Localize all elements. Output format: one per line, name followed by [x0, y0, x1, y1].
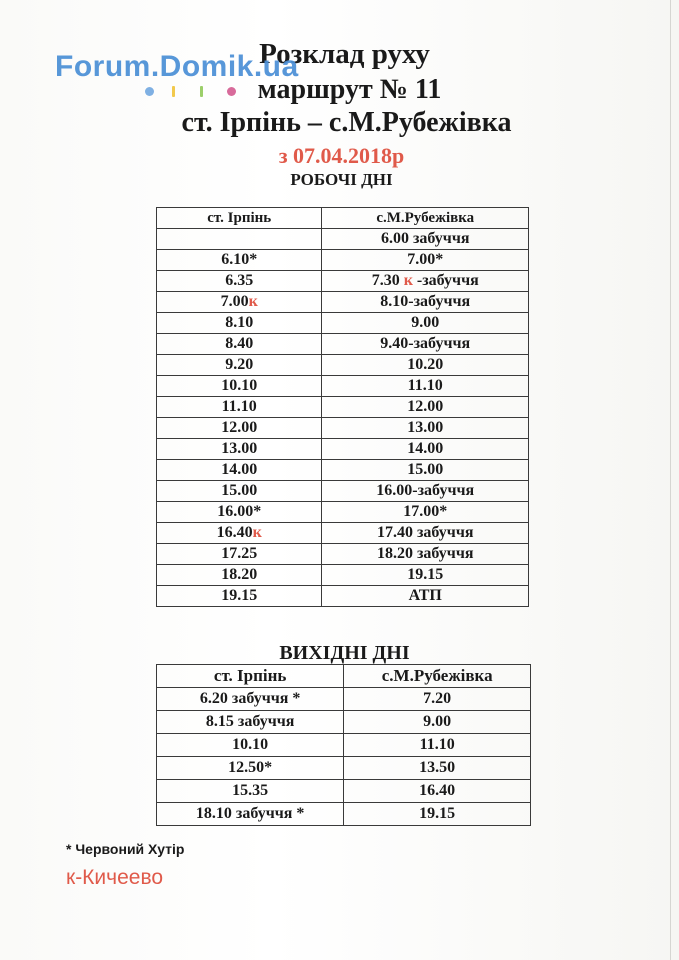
- table-row: [157, 734, 531, 757]
- rubezhivka-departure-cell: [344, 711, 531, 734]
- rubezhivka-departure-cell: [322, 334, 529, 355]
- rubezhivka-departure-cell: [322, 460, 529, 481]
- departure-time: 6.00 забуччя: [380, 230, 470, 247]
- rubezhivka-departure-cell: [322, 586, 529, 607]
- departure-time: 17.25: [221, 545, 258, 562]
- rubezhivka-departure-cell: [322, 376, 529, 397]
- departure-time: 9.20: [225, 356, 254, 373]
- irpin-departure-cell: [157, 418, 322, 439]
- departure-time: 11.10: [419, 736, 455, 753]
- departure-time: 19.15: [221, 587, 258, 604]
- table-row: [157, 355, 529, 376]
- irpin-departure-cell: [157, 229, 322, 250]
- table-row: [157, 271, 529, 292]
- table-row: [157, 757, 531, 780]
- rubezhivka-departure-cell: [344, 688, 531, 711]
- irpin-departure-cell: [157, 460, 322, 481]
- rubezhivka-departure-cell: [344, 734, 531, 757]
- table-row: [157, 460, 529, 481]
- irpin-departure-cell: [157, 334, 322, 355]
- rubezhivka-departure-cell: [322, 565, 529, 586]
- rubezhivka-departure-cell: [344, 780, 531, 803]
- departure-time: 7.20: [423, 690, 452, 707]
- departure-suffix: -забуччя: [416, 272, 479, 289]
- title-line-1: Розклад руху: [259, 38, 430, 70]
- weekdays-label: РОБОЧІ ДНІ: [290, 170, 393, 189]
- table-row: [157, 780, 531, 803]
- departure-time: 17.40 забуччя: [376, 524, 474, 541]
- k-legend-note: к-Кичеево: [66, 866, 164, 889]
- irpin-departure-cell: [157, 688, 344, 711]
- departure-time: 12.00: [407, 398, 444, 415]
- departure-time: 14.00: [221, 461, 258, 478]
- departure-time: 7.30: [371, 272, 400, 289]
- rubezhivka-departure-cell: [322, 397, 529, 418]
- table-row: [157, 397, 529, 418]
- table-header-row: [157, 208, 529, 229]
- departure-time: 18.20 забуччя: [376, 545, 474, 562]
- watermark-dot: [200, 86, 203, 97]
- weekday-schedule-table: [156, 207, 529, 607]
- departure-time: 9.00: [411, 314, 440, 331]
- weekend-schedule-table: [156, 664, 531, 826]
- kicheevo-mark: к: [252, 524, 262, 541]
- table-row: [157, 688, 531, 711]
- title-line-3: ст. Ірпінь – с.М.Рубежівка: [181, 107, 512, 138]
- irpin-departure-cell: [157, 757, 344, 780]
- irpin-departure-cell: [157, 711, 344, 734]
- table-row: [157, 803, 531, 826]
- title-line-2: маршрут № 11: [257, 74, 442, 105]
- table-header-row: [157, 665, 531, 688]
- departure-time: 16.00*: [217, 503, 262, 520]
- irpin-departure-cell: [157, 376, 322, 397]
- rubezhivka-departure-cell: [322, 313, 529, 334]
- departure-time: 11.10: [407, 377, 443, 394]
- column-header-rubezhivka: с.М.Рубежівка: [344, 665, 531, 688]
- table-row: [157, 523, 529, 544]
- table-row: [157, 334, 529, 355]
- irpin-departure-cell: [157, 292, 322, 313]
- rubezhivka-departure-cell: [322, 439, 529, 460]
- irpin-departure-cell: [157, 544, 322, 565]
- departure-time: 17.00*: [403, 503, 448, 520]
- watermark-dot: [227, 87, 236, 96]
- irpin-departure-cell: [157, 250, 322, 271]
- watermark-dot: [172, 86, 175, 97]
- table-row: [157, 565, 529, 586]
- kicheevo-mark: к: [403, 272, 413, 289]
- kicheevo-mark: к: [248, 293, 258, 310]
- table-row: [157, 292, 529, 313]
- departure-time: 19.15: [407, 566, 444, 583]
- column-header-rubezhivka: с.М.Рубежівка: [322, 208, 529, 229]
- departure-time: 16.00-забуччя: [376, 482, 475, 499]
- column-header-irpin: ст. Ірпінь: [157, 208, 322, 229]
- rubezhivka-departure-cell: [344, 757, 531, 780]
- departure-time: 12.00: [221, 419, 258, 436]
- irpin-departure-cell: [157, 439, 322, 460]
- watermark-logo: Forum.Domik.ua: [55, 50, 299, 83]
- irpin-departure-cell: [157, 523, 322, 544]
- departure-time: 15.35: [232, 782, 269, 799]
- departure-time: 18.10 забуччя *: [195, 805, 305, 822]
- table-row: [157, 376, 529, 397]
- rubezhivka-departure-cell: [322, 271, 529, 292]
- rubezhivka-departure-cell: [344, 803, 531, 826]
- table-row: [157, 250, 529, 271]
- rubezhivka-departure-cell: [322, 481, 529, 502]
- departure-time: 12.50*: [228, 759, 273, 776]
- table-row: [157, 313, 529, 334]
- weekends-label: ВИХІДНІ ДНІ: [279, 642, 410, 664]
- departure-time: 6.35: [225, 272, 254, 289]
- irpin-departure-cell: [157, 803, 344, 826]
- rubezhivka-departure-cell: [322, 544, 529, 565]
- departure-time: 7.00: [220, 293, 249, 310]
- departure-time: 6.20 забуччя *: [199, 690, 301, 707]
- irpin-departure-cell: [157, 734, 344, 757]
- rubezhivka-departure-cell: [322, 355, 529, 376]
- table-row: [157, 229, 529, 250]
- departure-time: 16.40: [419, 782, 456, 799]
- rubezhivka-departure-cell: [322, 502, 529, 523]
- departure-time: 9.40-забуччя: [380, 335, 471, 352]
- table-row: [157, 502, 529, 523]
- column-header-irpin: ст. Ірпінь: [157, 665, 344, 688]
- departure-time: 10.10: [221, 377, 258, 394]
- departure-time: 18.20: [221, 566, 258, 583]
- departure-time: 10.10: [232, 736, 269, 753]
- rubezhivka-departure-cell: [322, 292, 529, 313]
- departure-time: 6.10*: [221, 251, 258, 268]
- rubezhivka-departure-cell: [322, 229, 529, 250]
- irpin-departure-cell: [157, 313, 322, 334]
- departure-time: 13.50: [419, 759, 456, 776]
- departure-time: 8.15 забуччя: [205, 713, 295, 730]
- departure-time: 8.10: [225, 314, 254, 331]
- departure-time: АТП: [408, 587, 442, 604]
- table-row: [157, 711, 531, 734]
- departure-time: 15.00: [221, 482, 258, 499]
- departure-time: 16.40: [216, 524, 253, 541]
- departure-time: 13.00: [407, 419, 444, 436]
- irpin-departure-cell: [157, 271, 322, 292]
- departure-time: 11.10: [221, 398, 257, 415]
- rubezhivka-departure-cell: [322, 418, 529, 439]
- irpin-departure-cell: [157, 355, 322, 376]
- departure-time: 9.00: [423, 713, 452, 730]
- irpin-departure-cell: [157, 481, 322, 502]
- departure-time: 19.15: [419, 805, 456, 822]
- departure-time: 14.00: [407, 440, 444, 457]
- irpin-departure-cell: [157, 397, 322, 418]
- table-row: [157, 418, 529, 439]
- irpin-departure-cell: [157, 780, 344, 803]
- irpin-departure-cell: [157, 502, 322, 523]
- watermark-dot: [145, 87, 154, 96]
- rubezhivka-departure-cell: [322, 523, 529, 544]
- rubezhivka-departure-cell: [322, 250, 529, 271]
- departure-time: 8.10-забуччя: [380, 293, 471, 310]
- asterisk-note: * Червоний Хутір: [66, 841, 185, 857]
- table-row: [157, 544, 529, 565]
- departure-time: 8.40: [225, 335, 254, 352]
- table-row: [157, 481, 529, 502]
- departure-time: 15.00: [407, 461, 444, 478]
- departure-time: 7.00*: [407, 251, 444, 268]
- table-row: [157, 439, 529, 460]
- departure-time: 13.00: [221, 440, 258, 457]
- effective-date: з 07.04.2018р: [278, 143, 405, 168]
- irpin-departure-cell: [157, 565, 322, 586]
- departure-time: 10.20: [407, 356, 444, 373]
- table-row: [157, 586, 529, 607]
- irpin-departure-cell: [157, 586, 322, 607]
